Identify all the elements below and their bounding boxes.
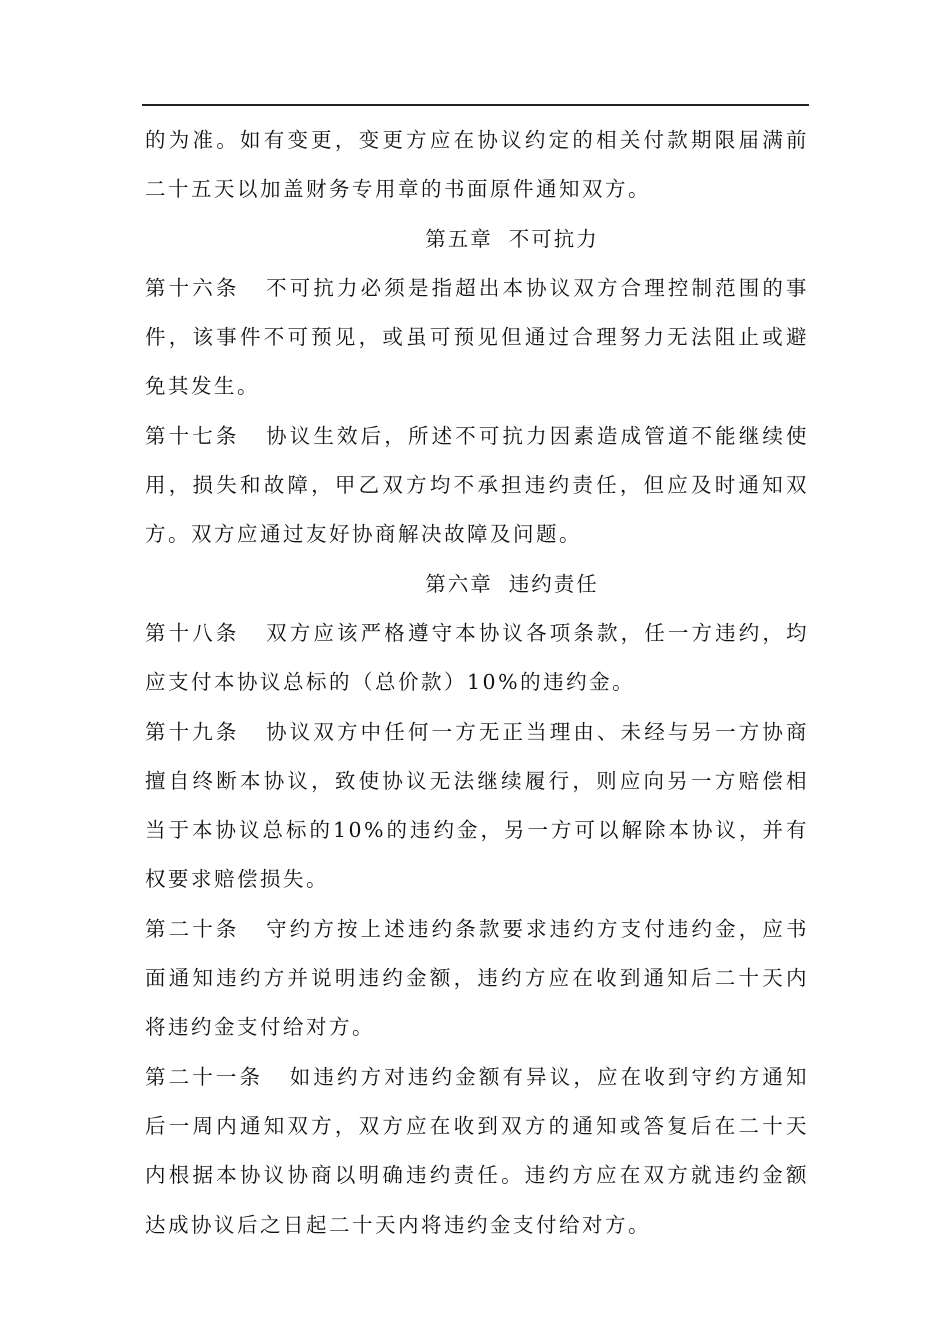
article-16-number: 第十六条	[145, 275, 240, 300]
article-20	[145, 905, 809, 1053]
article-18-number: 第十八条	[145, 620, 240, 645]
article-16	[145, 264, 809, 412]
article-19-text: 协议双方中任何一方无正当理由、未经与另一方协商擅自终断本协议，致使协议无法继续履行，则应向另一方赔偿相当于本协议总标的10%的违约金，另一方可以解除本协议，并有权要求赔偿损失。	[145, 719, 810, 892]
article-17-number: 第十七条	[145, 423, 240, 448]
article-17-text: 协议生效后，所述不可抗力因素造成管道不能继续使用，损失和故障，甲乙双方均不承担违约责任，但应及时通知双方。双方应通过友好协商解决故障及问题。	[145, 423, 810, 547]
article-18-text: 双方应该严格遵守本协议各项条款，任一方违约，均应支付本协议总标的（总价款）10%的违约金。	[145, 620, 810, 695]
article-16-text: 不可抗力必须是指超出本协议双方合理控制范围的事件，该事件不可预见，或虽可预见但通过合理努力无法阻止或避免其发生。	[145, 275, 810, 399]
article-21-number: 第二十一条	[145, 1064, 264, 1089]
article-19-number: 第十九条	[145, 719, 240, 744]
article-21	[145, 1053, 809, 1250]
article-17	[145, 412, 809, 560]
article-20-number: 第二十条	[145, 916, 240, 941]
document-body	[145, 116, 809, 1250]
chapter-5-title: 不可抗力	[508, 226, 599, 251]
intro-paragraph-text: 的为准。如有变更，变更方应在协议约定的相关付款期限届满前二十五天以加盖财务专用章的书面原件通知双方。	[145, 128, 809, 202]
article-21-text: 如违约方对违约金额有异议，应在收到守约方通知后一周内通知双方，双方应在收到双方的通知或答复后在二十天内根据本协议协商以明确违约责任。违约方应在双方就违约金额达成协议后之日起二十天内将违约金支付给对方。	[145, 1064, 810, 1237]
chapter-6-title: 违约责任	[508, 571, 599, 596]
article-19	[145, 708, 809, 905]
intro-paragraph	[145, 116, 809, 215]
chapter-6-number: 第六章	[425, 571, 493, 596]
header-rule	[142, 104, 809, 106]
article-20-text: 守约方按上述违约条款要求违约方支付违约金，应书面通知违约方并说明违约金额，违约方应在收到通知后二十天内将违约金支付给对方。	[145, 916, 810, 1040]
article-18	[145, 609, 809, 708]
chapter-heading-6	[145, 560, 809, 609]
chapter-heading-5	[145, 215, 809, 264]
chapter-5-number: 第五章	[425, 226, 493, 251]
